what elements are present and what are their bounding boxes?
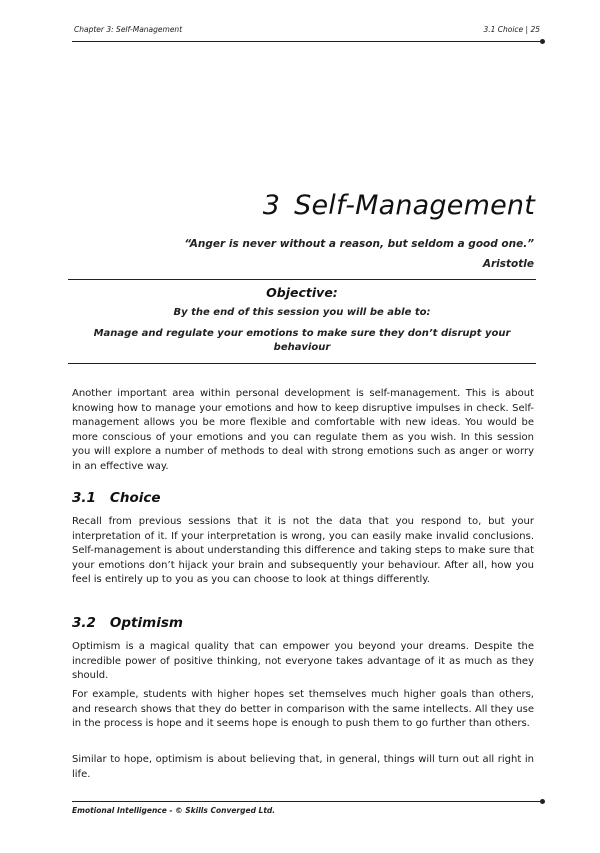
footer-rule bbox=[72, 801, 542, 802]
choice-paragraph: Recall from previous sessions that it is not the data that you respond to, but your interpretation of it. If your interpretation is wrong, you can easily make invalid conclusions. Self-management is about understanding this difference and taking steps to make sure that your emotions don’t hijack your brain and subsequently your behaviour. After all, how you feel is entirely up to you as you can choose to look at things differently. bbox=[72, 516, 534, 585]
section-title: Choice bbox=[109, 490, 161, 506]
chapter-name: Self-Management bbox=[294, 190, 535, 221]
footer-rule-dot bbox=[540, 799, 545, 804]
footer-text: Emotional Intelligence - © Skills Converged Ltd. bbox=[72, 806, 276, 815]
section-title: Optimism bbox=[109, 615, 183, 631]
quote-author: Aristotle bbox=[482, 258, 534, 270]
section-number: 3.1 bbox=[72, 490, 96, 506]
section-heading-choice bbox=[72, 490, 161, 506]
objective-title: Objective: bbox=[266, 285, 338, 300]
running-header bbox=[72, 25, 542, 39]
objective-lead: By the end of this session you will be able to: bbox=[173, 307, 431, 318]
chapter-number: 3 bbox=[262, 190, 281, 221]
header-rule bbox=[72, 41, 542, 42]
header-rule-dot bbox=[540, 39, 545, 44]
header-section-page: 3.1 Choice | 25 bbox=[483, 25, 540, 34]
objective-bottom-rule bbox=[68, 363, 536, 364]
chapter-title bbox=[263, 190, 535, 221]
header-chapter: Chapter 3: Self-Management bbox=[74, 25, 183, 34]
chapter-quote: “Anger is never without a reason, but seldom a good one.” bbox=[184, 238, 534, 250]
section-number: 3.2 bbox=[72, 615, 96, 631]
optimism-paragraph-2: For example, students with higher hopes set themselves much higher goals than others, and research shows that they do better in comparison with the same intellects. All they use in the process is hope and it seems hope is enough to push them to go further than others. bbox=[72, 689, 534, 729]
objective-box bbox=[68, 279, 536, 363]
intro-paragraph: Another important area within personal development is self-management. This is about knowing how to manage your emotions and how to keep disruptive impulses in check. Self-management allows you be more flexible and comfortable with new ideas. You would be more conscious of your emotions and you can regulate them as you wish. In this session you will explore a number of methods to deal with strong emotions such as anger or worry in an effective way. bbox=[72, 388, 534, 472]
objective-goal: Manage and regulate your emotions to make sure they don’t disrupt your behaviour bbox=[93, 328, 511, 353]
optimism-paragraph-3: Similar to hope, optimism is about believing that, in general, things will turn out all right in life. bbox=[72, 754, 534, 780]
optimism-paragraph-1: Optimism is a magical quality that can empower you beyond your dreams. Despite the incredible power of positive thinking, not everyone takes advantage of it as much as they should. bbox=[72, 641, 534, 681]
section-heading-optimism bbox=[72, 615, 183, 631]
